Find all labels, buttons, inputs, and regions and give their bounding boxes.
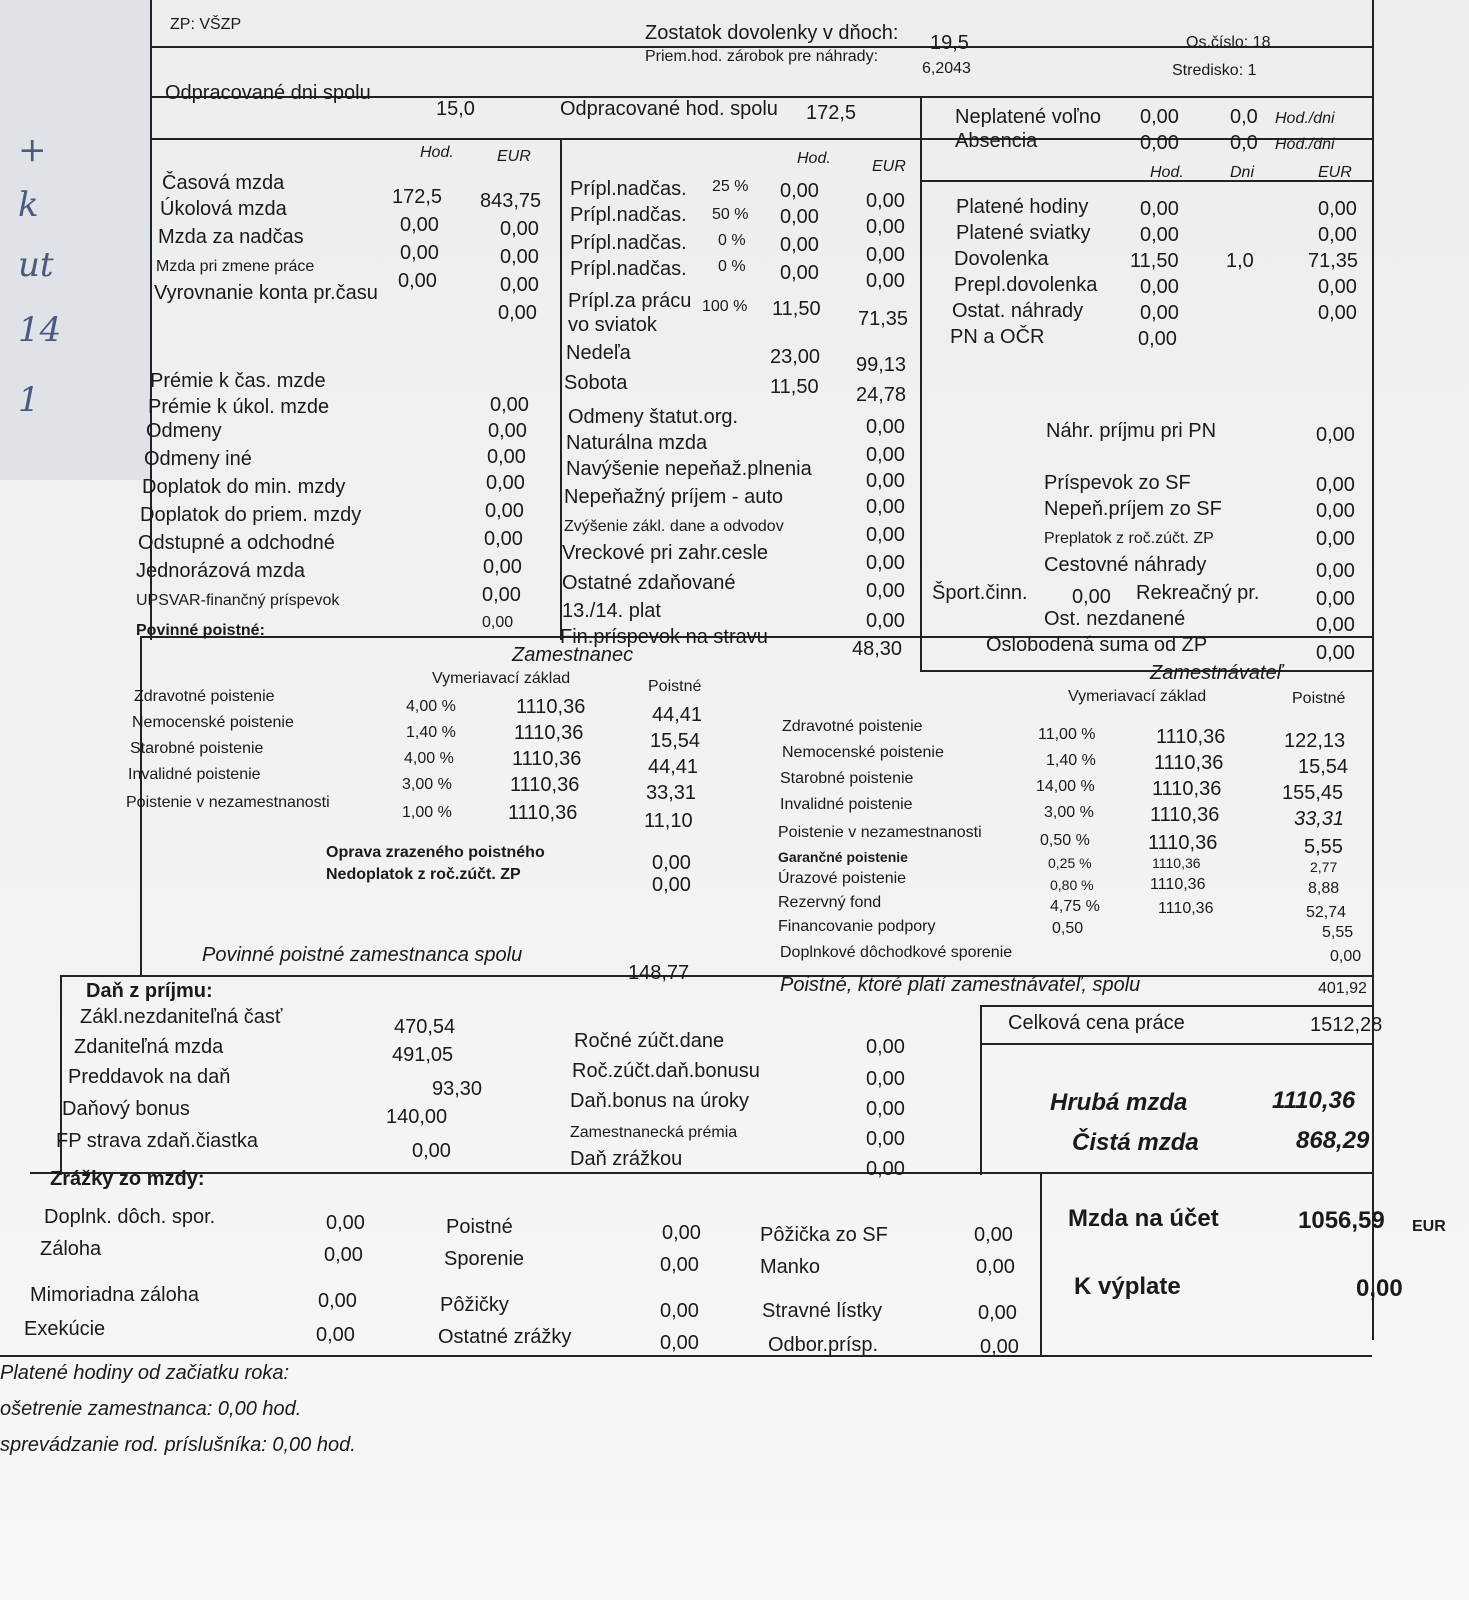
insurance-label: Garančné poistenie: [778, 849, 908, 865]
paid-label: Dovolenka: [954, 248, 1049, 270]
other-eur: 0,00: [866, 444, 905, 466]
worked-hours-value: 172,5: [806, 102, 857, 124]
insurance-base: 1110,36: [516, 696, 586, 718]
tax-label: FP strava zdaň.čiastka: [56, 1130, 258, 1152]
wage-hours: 0,00: [400, 242, 439, 264]
total-cost-value: 1512,28: [1310, 1014, 1383, 1036]
insurance-premium: 44,41: [648, 756, 699, 778]
insurance-premium: 11,10: [644, 810, 693, 832]
weekend-eur: 99,13: [856, 354, 907, 376]
absence-label: Absencia: [955, 130, 1038, 152]
non-taxable-eur: 0,00: [1316, 642, 1355, 664]
absence-hours: 0,00: [1140, 132, 1179, 154]
other-label: Naturálna mzda: [566, 432, 708, 454]
tax-label: Zamestnanecká prémia: [570, 1124, 738, 1141]
other-label: Ostatné zdaňované: [562, 572, 736, 594]
wage-eur: 0,00: [498, 302, 537, 324]
transfer-label: Mzda na účet: [1068, 1205, 1219, 1232]
insurance-pct: 14,00 %: [1036, 778, 1095, 795]
tax-value: 93,30: [432, 1078, 483, 1100]
other-label: Odmeny štatut.org.: [568, 406, 739, 428]
non-taxable-eur: 0,00: [1316, 588, 1355, 610]
footer-line: Platené hodiny od začiatku roka:: [0, 1362, 290, 1384]
insurance-base: 1110,36: [1150, 876, 1206, 893]
paid-label: Platené hodiny: [956, 196, 1089, 218]
avg-earnings-value: 6,2043: [922, 60, 971, 77]
other-label: Zvýšenie zákl. dane a odvodov: [564, 518, 784, 535]
paid-label: PN a OČR: [950, 326, 1045, 348]
paid-hours: 0,00: [1138, 328, 1177, 350]
non-taxable-eur: 0,00: [1316, 500, 1355, 522]
border-line: [0, 1355, 1372, 1357]
surcharge-label: Prípl.nadčas.: [570, 204, 687, 226]
insurance-premium: 2,77: [1310, 859, 1338, 875]
arrears-label: Nedoplatok z roč.zúčt. ZP: [326, 866, 521, 883]
insurance-base: 1110,36: [1148, 832, 1218, 854]
surcharge-eur: 0,00: [866, 270, 905, 292]
insurance-label: Rezervný fond: [778, 894, 882, 911]
surcharge-pct: 0 %: [718, 232, 746, 249]
insurance-label: Invalidné poistenie: [780, 796, 913, 813]
insurance-base: 1110,36: [1156, 726, 1226, 748]
wage-label: Časová mzda: [162, 172, 285, 194]
col-head-hours: Hod.: [1150, 164, 1184, 181]
non-taxable-eur: 0,00: [1316, 614, 1355, 636]
non-taxable-label: Príspevok zo SF: [1044, 472, 1191, 494]
border-line: [980, 1005, 1372, 1007]
surcharge-label: Prípl.nadčas.: [570, 232, 687, 254]
insurance-base: 1110,36: [514, 722, 584, 744]
paid-eur: 0,00: [1318, 276, 1357, 298]
surcharge-pct: 25 %: [712, 178, 749, 195]
tax-label: Ročné zúčt.dane: [574, 1030, 725, 1052]
bonus-label: Jednorázová mzda: [136, 560, 305, 582]
tax-value: 0,00: [866, 1036, 905, 1058]
other-eur: 0,00: [866, 524, 905, 546]
wage-hours: 0,00: [400, 214, 439, 236]
tax-value: 0,00: [866, 1128, 905, 1150]
bonus-label: Odstupné a odchodné: [138, 532, 335, 554]
non-taxable-label: Oslobodená suma od ZP: [986, 634, 1208, 656]
absence-days: 0,0: [1230, 132, 1258, 154]
insurance-pct: 4,00 %: [406, 698, 456, 715]
base-head: Vymeriavací základ: [1068, 688, 1207, 705]
tax-label: Daňový bonus: [62, 1098, 190, 1120]
total-cost-label: Celková cena práce: [1008, 1012, 1185, 1034]
deduction-label: Poistné: [446, 1216, 513, 1238]
unpaid-leave-label: Neplatené voľno: [955, 106, 1101, 128]
other-eur: 0,00: [866, 610, 905, 632]
insurance-base: 1110,36: [512, 748, 582, 770]
bonus-label: UPSVAR-finančný príspevok: [136, 592, 340, 609]
employee-total-label: Povinné poistné zamestnanca spolu: [202, 944, 523, 966]
tax-value: 470,54: [394, 1016, 456, 1038]
insurance-premium: 5,55: [1322, 924, 1354, 941]
paid-hours: 0,00: [1140, 198, 1179, 220]
non-taxable-label: Ost. nezdanené: [1044, 608, 1186, 630]
non-taxable-eur: 0,00: [1316, 560, 1355, 582]
deduction-label: Pôžičky: [440, 1294, 509, 1316]
border-line: [60, 975, 1372, 977]
insurance-premium: 8,88: [1308, 880, 1340, 897]
weekend-label: Nedeľa: [566, 342, 631, 364]
deduction-value: 0,00: [978, 1302, 1017, 1324]
deduction-value: 0,00: [324, 1244, 363, 1266]
other-eur: 0,00: [866, 416, 905, 438]
insurance-pct: 1,00 %: [402, 804, 452, 821]
insurance-premium: 33,31: [646, 782, 697, 804]
insurance-label: Doplnkové dôchodkové sporenie: [780, 944, 1013, 961]
deduction-label: Pôžička zo SF: [760, 1224, 888, 1246]
col-head-eur: EUR: [872, 158, 906, 175]
deduction-value: 0,00: [662, 1222, 701, 1244]
insurance-premium: 52,74: [1306, 904, 1347, 921]
surcharge-label: Prípl.nadčas.: [570, 178, 687, 200]
surcharge-eur: 0,00: [866, 244, 905, 266]
tax-value: 491,05: [392, 1044, 454, 1066]
employer-total-value: 401,92: [1318, 980, 1367, 997]
insurance-pct: 0,80 %: [1050, 877, 1094, 893]
bonus-value: 0,00: [490, 394, 529, 416]
insurance-premium: 155,45: [1282, 782, 1344, 804]
transfer-value: 1056,59: [1298, 1207, 1385, 1234]
border-line: [920, 96, 922, 671]
employer-total-label: Poistné, ktoré platí zamestnávateľ, spolu: [780, 974, 1141, 996]
border-line: [1040, 1172, 1042, 1357]
deduction-label: Stravné lístky: [762, 1300, 883, 1322]
insurance-label: Zdravotné poistenie: [782, 718, 923, 735]
health-insurer: ZP: VŠZP: [170, 16, 242, 33]
wage-hours: 0,00: [398, 270, 437, 292]
surcharge-eur: 71,35: [858, 308, 909, 330]
deduction-value: 0,00: [660, 1332, 699, 1354]
paid-hours: 0,00: [1140, 224, 1179, 246]
surcharge-pct: 50 %: [712, 206, 749, 223]
insurance-premium: 44,41: [652, 704, 703, 726]
col-head-eur: EUR: [1318, 164, 1352, 181]
insurance-pct: 0,25 %: [1048, 855, 1092, 871]
col-head-hours: Hod.: [797, 150, 831, 167]
wage-eur: 0,00: [500, 274, 539, 296]
insurance-pct: 1,40 %: [406, 724, 456, 741]
insurance-base: 1110,36: [1152, 855, 1201, 871]
base-head: Vymeriavací základ: [432, 670, 571, 687]
avg-earnings-label: Priem.hod. zárobok pre náhrady:: [645, 48, 879, 65]
insurance-premium: 33,31: [1294, 808, 1345, 830]
footer-line: ošetrenie zamestnanca: 0,00 hod.: [0, 1398, 302, 1420]
sport-label: Šport.činn.: [932, 582, 1028, 604]
insurance-base: 1110,36: [1150, 804, 1220, 826]
paid-hours: 0,00: [1140, 276, 1179, 298]
insurance-premium: 122,13: [1284, 730, 1346, 752]
insurance-base: 1110,36: [508, 802, 578, 824]
insurance-premium: 15,54: [650, 730, 701, 752]
wage-eur: 0,00: [500, 218, 539, 240]
deduction-label: Ostatné zrážky: [438, 1326, 572, 1348]
paid-days: 1,0: [1226, 250, 1254, 272]
tax-label: Daň zrážkou: [570, 1148, 683, 1170]
tax-label: Daň.bonus na úroky: [570, 1090, 750, 1112]
payout-label: K výplate: [1074, 1273, 1181, 1300]
paid-eur: 0,00: [1318, 198, 1357, 220]
deduction-label: Manko: [760, 1256, 821, 1278]
deduction-value: 0,00: [660, 1300, 699, 1322]
paid-label: Platené sviatky: [956, 222, 1091, 244]
surcharge-label: vo sviatok: [568, 314, 657, 336]
surcharge-label: Prípl.za prácu: [568, 290, 692, 312]
unpaid-leave-days: 0,0: [1230, 106, 1258, 128]
tax-label: Zákl.nezdaniteľná časť: [80, 1006, 283, 1028]
gross-wage-value: 1110,36: [1272, 1087, 1356, 1114]
paid-label: Prepl.dovolenka: [954, 274, 1098, 296]
insurance-label: Financovanie podpory: [778, 918, 936, 935]
other-label: 13./14. plat: [562, 600, 661, 622]
margin-note: 1: [18, 380, 40, 420]
paid-hours: 11,50: [1130, 250, 1179, 272]
insurance-pct: 3,00 %: [1044, 804, 1094, 821]
insurance-label: Nemocenské poistenie: [782, 744, 944, 761]
other-eur: 48,30: [852, 638, 903, 660]
employee-total-value: 148,77: [628, 962, 690, 984]
insurance-base: 1110,36: [1154, 752, 1224, 774]
cost-center: Stredisko: 1: [1172, 62, 1257, 79]
tax-value: 0,00: [412, 1140, 451, 1162]
bonus-value: 0,00: [485, 500, 524, 522]
deduction-value: 0,00: [326, 1212, 365, 1234]
arrears-value: 0,00: [652, 874, 691, 896]
paid-hours: 0,00: [1140, 302, 1179, 324]
border-line: [920, 670, 1372, 672]
insurance-premium: 15,54: [1298, 756, 1349, 778]
employee-number: Os.číslo: 18: [1186, 34, 1271, 51]
bonus-label: Odmeny: [146, 420, 222, 442]
insurance-base: 1110,36: [1152, 778, 1222, 800]
margin-note: k: [18, 185, 39, 225]
bonus-label: Prémie k úkol. mzde: [148, 396, 330, 418]
insurance-pct: 11,00 %: [1038, 726, 1096, 743]
border-line: [30, 1172, 1372, 1174]
wage-eur: 0,00: [500, 246, 539, 268]
tax-title: Daň z príjmu:: [86, 980, 213, 1002]
insurance-label: Starobné poistenie: [780, 770, 914, 787]
bonus-value: 0,00: [488, 420, 527, 442]
tax-label: Roč.zúčt.daň.bonusu: [572, 1060, 760, 1082]
vacation-label: Zostatok dovolenky v dňoch:: [645, 22, 899, 44]
footer-line: sprevádzanie rod. príslušníka: 0,00 hod.: [0, 1434, 356, 1456]
other-label: Fin.príspevok na stravu: [560, 626, 768, 648]
employee-title: Zamestnanec: [512, 644, 634, 666]
col-head-eur: EUR: [497, 148, 531, 165]
paid-eur: 0,00: [1318, 302, 1357, 324]
premium-head: Poistné: [1292, 690, 1346, 707]
col-head-days: Dni: [1230, 164, 1255, 181]
surcharge-pct: 100 %: [702, 298, 748, 315]
margin-note: 14: [18, 310, 62, 350]
non-taxable-eur: 0,00: [1316, 424, 1355, 446]
weekend-hours: 23,00: [770, 346, 821, 368]
surcharge-eur: 0,00: [866, 190, 905, 212]
surcharge-eur: 0,00: [866, 216, 905, 238]
col-head-hours: Hod.: [420, 144, 454, 161]
tax-value: 0,00: [866, 1158, 905, 1180]
border-line: [560, 140, 562, 640]
tax-value: 0,00: [866, 1068, 905, 1090]
non-taxable-label: Nepeň.príjem zo SF: [1044, 498, 1222, 520]
margin-note: ut: [18, 245, 54, 285]
deduction-label: Doplnk. dôch. spor.: [44, 1206, 216, 1228]
other-eur: 0,00: [866, 496, 905, 518]
sport-value: 0,00: [1072, 586, 1111, 608]
insurance-label: Poistenie v nezamestnanosti: [126, 794, 330, 811]
bonus-value: 0,00: [487, 446, 526, 468]
border-line: [920, 180, 1372, 182]
tax-value: 0,00: [866, 1098, 905, 1120]
deduction-value: 0,00: [318, 1290, 357, 1312]
vacation-value: 19,5: [930, 32, 969, 54]
bonus-label: Doplatok do priem. mzdy: [140, 504, 362, 526]
other-eur: 0,00: [866, 470, 905, 492]
insurance-label: Úrazové poistenie: [778, 870, 907, 887]
other-label: Navýšenie nepeňaž.plnenia: [566, 458, 812, 480]
insurance-label: Nemocenské poistenie: [132, 714, 294, 731]
background-sheet: [0, 0, 150, 480]
bonus-value: 0,00: [482, 614, 514, 631]
surcharge-pct: 0 %: [718, 258, 746, 275]
weekend-eur: 24,78: [856, 384, 907, 406]
deduction-label: Odbor.prísp.: [768, 1334, 879, 1356]
correction-value: 0,00: [652, 852, 691, 874]
insurance-label: Starobné poistenie: [130, 740, 264, 757]
unit-label: Hod./dni: [1275, 110, 1335, 127]
non-taxable-eur: 0,00: [1316, 528, 1355, 550]
wage-label: Mzda za nadčas: [158, 226, 304, 248]
border-line: [980, 1005, 982, 1175]
bonus-value: 0,00: [482, 584, 521, 606]
weekend-hours: 11,50: [770, 376, 819, 398]
insurance-pct: 4,00 %: [404, 750, 454, 767]
wage-label: Vyrovnanie konta pr.času: [154, 282, 378, 304]
insurance-label: Invalidné poistenie: [128, 766, 261, 783]
non-taxable-label: Náhr. príjmu pri PN: [1046, 420, 1217, 442]
deduction-label: Sporenie: [444, 1248, 525, 1270]
worked-days-label: Odpracované dni spolu: [165, 82, 371, 104]
insurance-base: 1110,36: [510, 774, 580, 796]
unit-label: Hod./dni: [1275, 136, 1335, 153]
insurance-title: Povinné poistné:: [136, 622, 265, 639]
payout-value: 0,00: [1356, 1275, 1403, 1302]
weekend-label: Sobota: [564, 372, 628, 394]
paid-label: Ostat. náhrady: [952, 300, 1084, 322]
other-eur: 0,00: [866, 552, 905, 574]
bonus-label: Prémie k čas. mzde: [150, 370, 326, 392]
surcharge-hours: 0,00: [780, 234, 819, 256]
insurance-premium: 0,00: [1330, 948, 1362, 965]
deduction-value: 0,00: [980, 1336, 1019, 1358]
wage-eur: 843,75: [480, 190, 542, 212]
surcharge-hours: 0,00: [780, 206, 819, 228]
surcharge-label: Prípl.nadčas.: [570, 258, 687, 280]
tax-label: Preddavok na daň: [68, 1066, 231, 1088]
insurance-base: 1110,36: [1158, 900, 1214, 917]
surcharge-hours: 11,50: [772, 298, 821, 320]
unpaid-leave-hours: 0,00: [1140, 106, 1179, 128]
border-line: [980, 1043, 1372, 1045]
tax-label: Zdaniteľná mzda: [74, 1036, 224, 1058]
deduction-label: Mimoriadna záloha: [30, 1284, 199, 1306]
surcharge-hours: 0,00: [780, 180, 819, 202]
insurance-pct: 0,50 %: [1040, 832, 1090, 849]
employer-title: Zamestnávateľ: [1150, 662, 1283, 684]
non-taxable-label: Preplatok z roč.zúčt. ZP: [1044, 530, 1214, 547]
other-label: Vreckové pri zahr.cesle: [562, 542, 769, 564]
non-taxable-label: Cestovné náhrady: [1044, 554, 1207, 576]
worked-days-value: 15,0: [436, 98, 475, 120]
gross-wage-label: Hrubá mzda: [1050, 1089, 1188, 1116]
non-taxable-eur: 0,00: [1316, 474, 1355, 496]
bonus-value: 0,00: [484, 528, 523, 550]
other-label: Nepeňažný príjem - auto: [564, 486, 784, 508]
insurance-label: Zdravotné poistenie: [134, 688, 275, 705]
wage-hours: 172,5: [392, 186, 443, 208]
insurance-premium: 5,55: [1304, 836, 1343, 858]
bonus-label: Doplatok do min. mzdy: [142, 476, 346, 498]
border-line: [1372, 0, 1374, 1340]
tax-value: 140,00: [386, 1106, 448, 1128]
margin-note: +: [18, 130, 47, 170]
insurance-pct: 3,00 %: [402, 776, 452, 793]
border-line: [150, 138, 1372, 140]
deduction-label: Exekúcie: [24, 1318, 106, 1340]
surcharge-hours: 0,00: [780, 262, 819, 284]
insurance-pct: 4,75 %: [1050, 898, 1100, 915]
insurance-pct: 1,40 %: [1046, 752, 1096, 769]
net-wage-label: Čistá mzda: [1072, 1129, 1199, 1156]
deduction-label: Záloha: [40, 1238, 102, 1260]
paid-eur: 0,00: [1318, 224, 1357, 246]
currency-label: EUR: [1412, 1218, 1446, 1235]
wage-label: Úkolová mzda: [160, 198, 287, 220]
bonus-label: Odmeny iné: [144, 448, 252, 470]
paid-eur: 71,35: [1308, 250, 1359, 272]
bonus-value: 0,00: [483, 556, 522, 578]
deductions-title: Zrážky zo mzdy:: [50, 1168, 205, 1190]
other-eur: 0,00: [866, 580, 905, 602]
non-taxable-label: Rekreačný pr.: [1136, 582, 1260, 604]
deduction-value: 0,00: [316, 1324, 355, 1346]
net-wage-value: 868,29: [1296, 1127, 1370, 1154]
deduction-value: 0,00: [974, 1224, 1013, 1246]
premium-head: Poistné: [648, 678, 702, 695]
insurance-pct: 0,50: [1052, 920, 1084, 937]
bonus-value: 0,00: [486, 472, 525, 494]
insurance-label: Poistenie v nezamestnanosti: [778, 824, 982, 841]
correction-label: Oprava zrazeného poistného: [326, 844, 545, 861]
deduction-value: 0,00: [976, 1256, 1015, 1278]
deduction-value: 0,00: [660, 1254, 699, 1276]
wage-label: Mzda pri zmene práce: [156, 258, 315, 275]
worked-hours-label: Odpracované hod. spolu: [560, 98, 778, 120]
